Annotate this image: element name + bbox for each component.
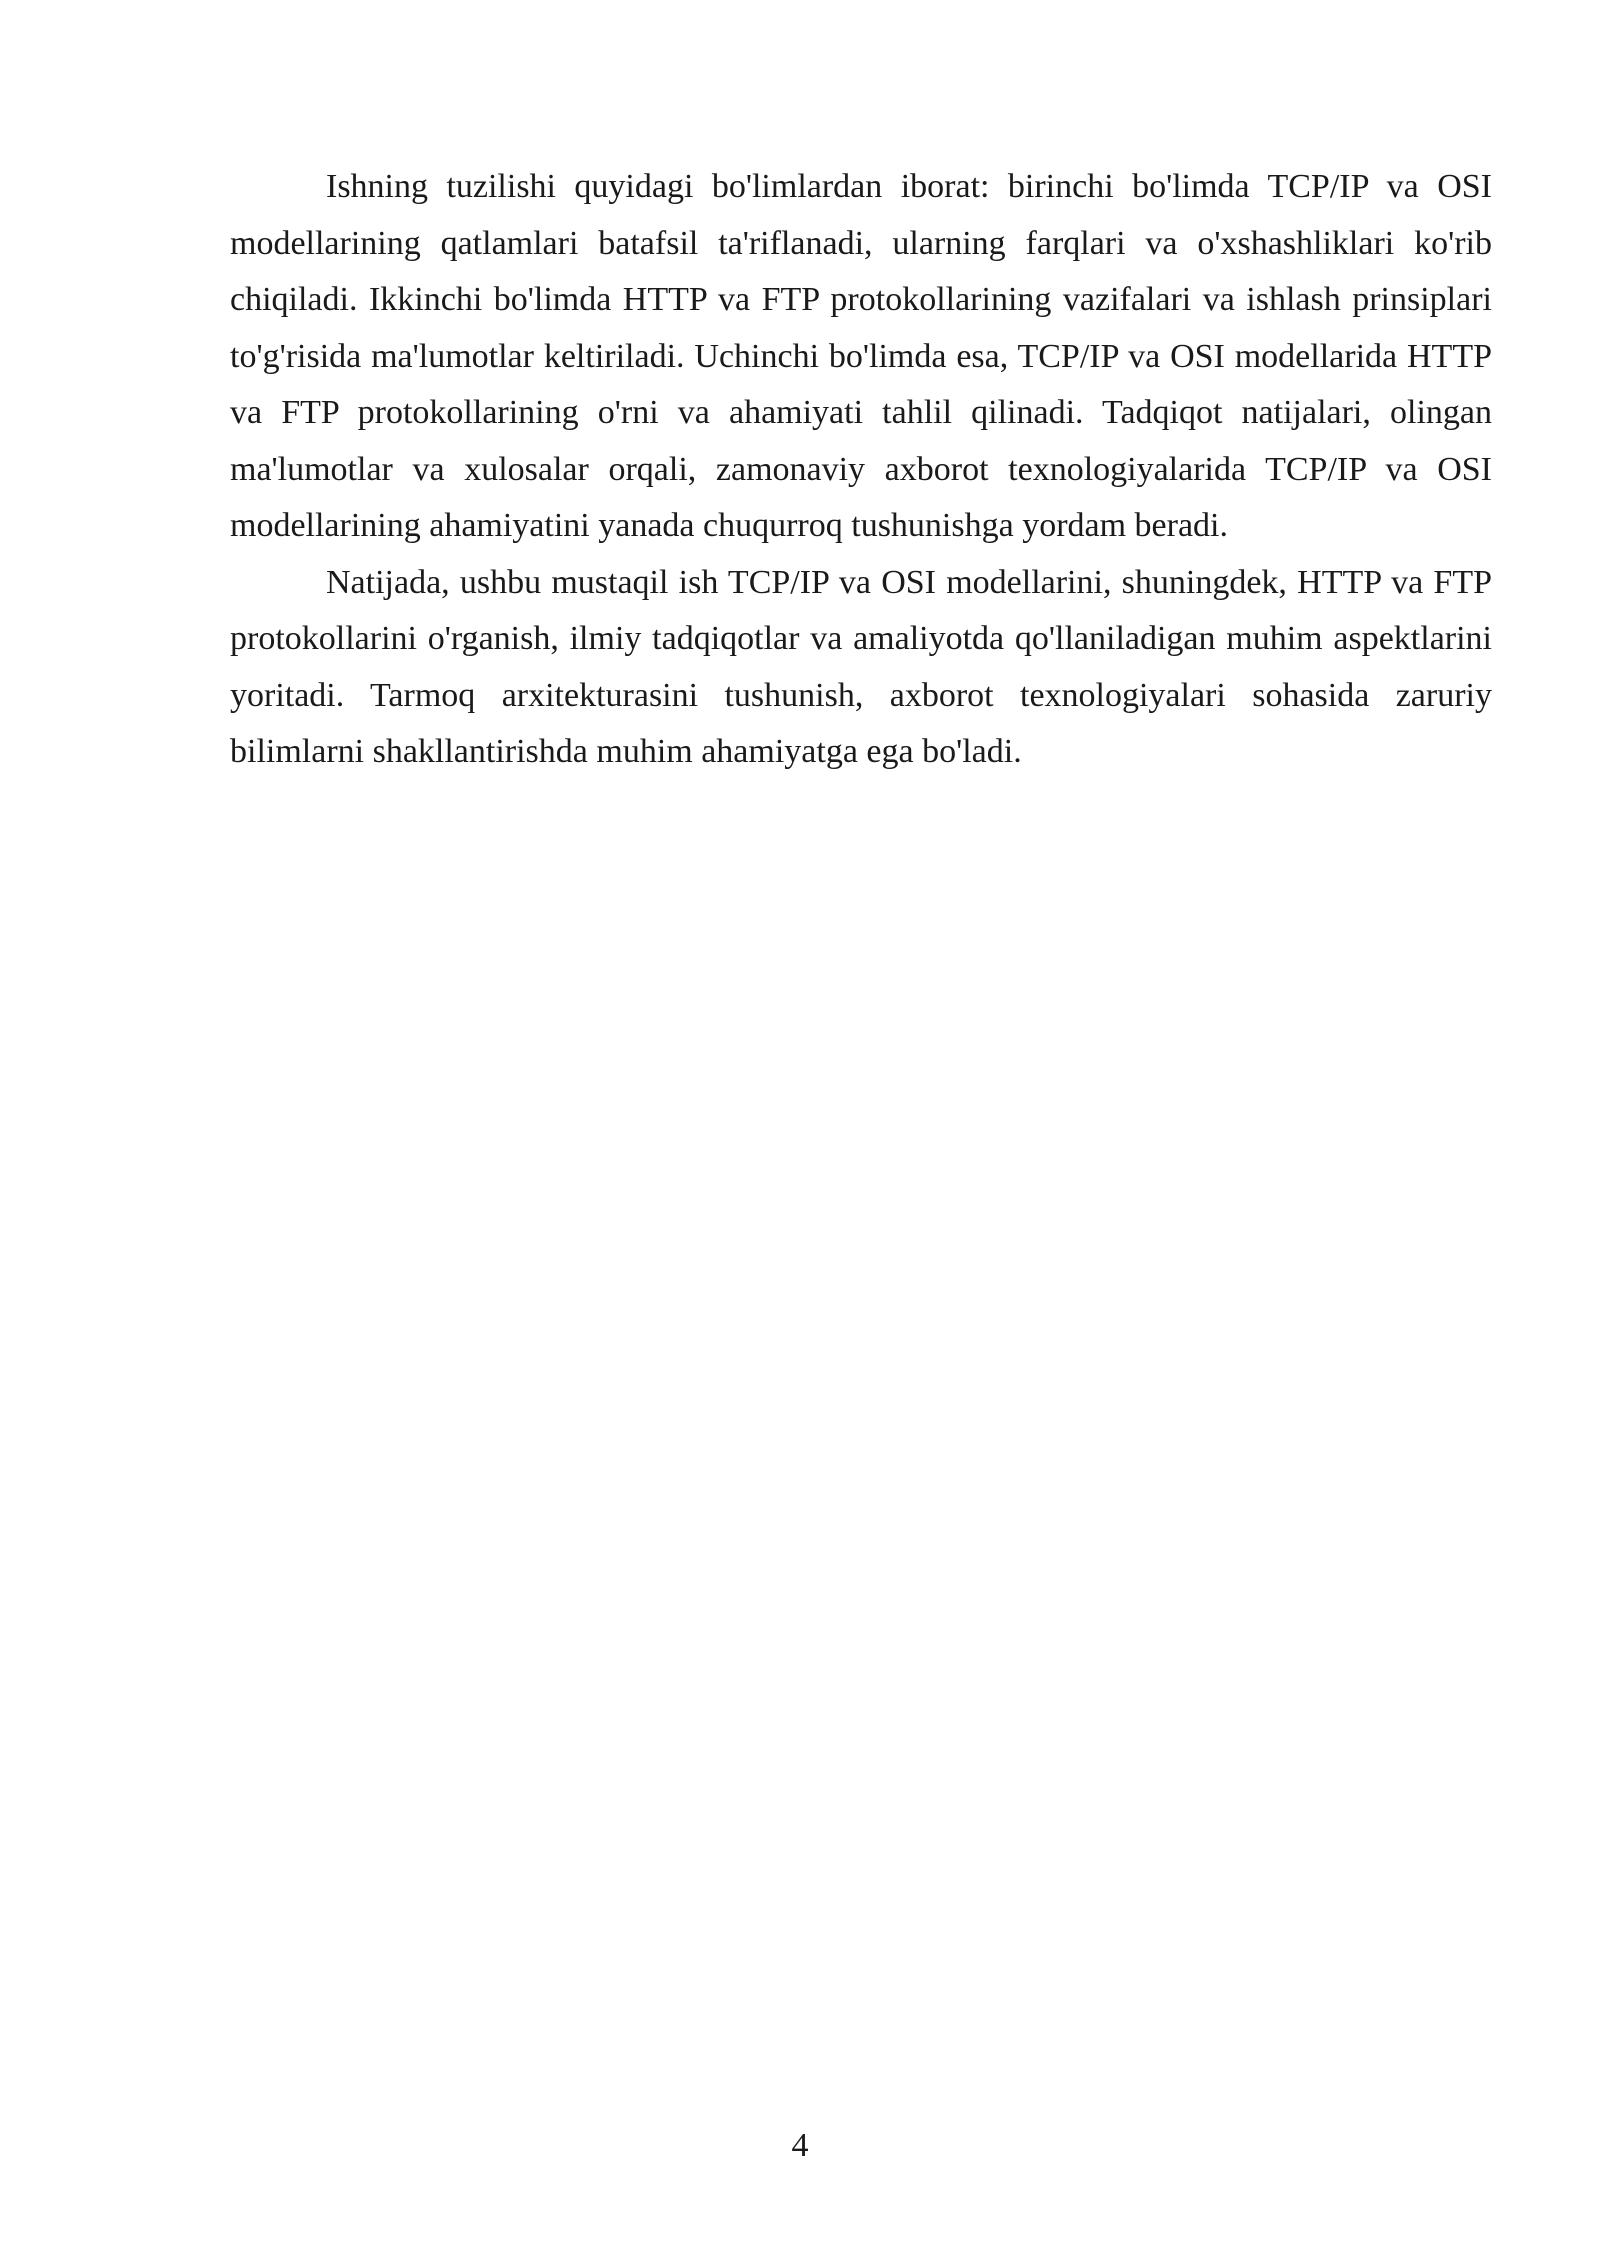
page-number: 4 <box>791 2127 809 2164</box>
body-text <box>230 159 1492 781</box>
paragraph-structure: Ishning tuzilishi quyidagi bo'limlardan iborat: birinchi bo'limda TCP/IP va OSI modellarining qatlamlari batafsil ta'riflanadi, ularning farqlari va o'xshashliklari ko'rib chiqiladi. Ikkinchi bo'limda HTTP va FTP protokollarining vazifalari va ishlash prinsiplari to'g'risida ma'lumotlar keltiriladi. Uchinchi bo'limda esa, TCP/IP va OSI modellarida HTTP va FTP protokollarining o'rni va ahamiyati tahlil qilinadi. Tadqiqot natijalari, olingan ma'lumotlar va xulosalar orqali, zamonaviy axborot texnologiyalarida TCP/IP va OSI modellarining ahamiyatini yanada chuqurroq tushunishga yordam beradi. <box>230 168 1492 544</box>
paragraph-conclusion: Natijada, ushbu mustaqil ish TCP/IP va OSI modellarini, shuningdek, HTTP va FTP protokollarini o'rganish, ilmiy tadqiqotlar va amaliyotda qo'llaniladigan muhim aspektlarini yoritadi. Tarmoq arxitekturasini tushunish, axborot texnologiyalari sohasida zaruriy bilimlarni shakllantirishda muhim ahamiyatga ega bo'ladi. <box>230 563 1492 770</box>
